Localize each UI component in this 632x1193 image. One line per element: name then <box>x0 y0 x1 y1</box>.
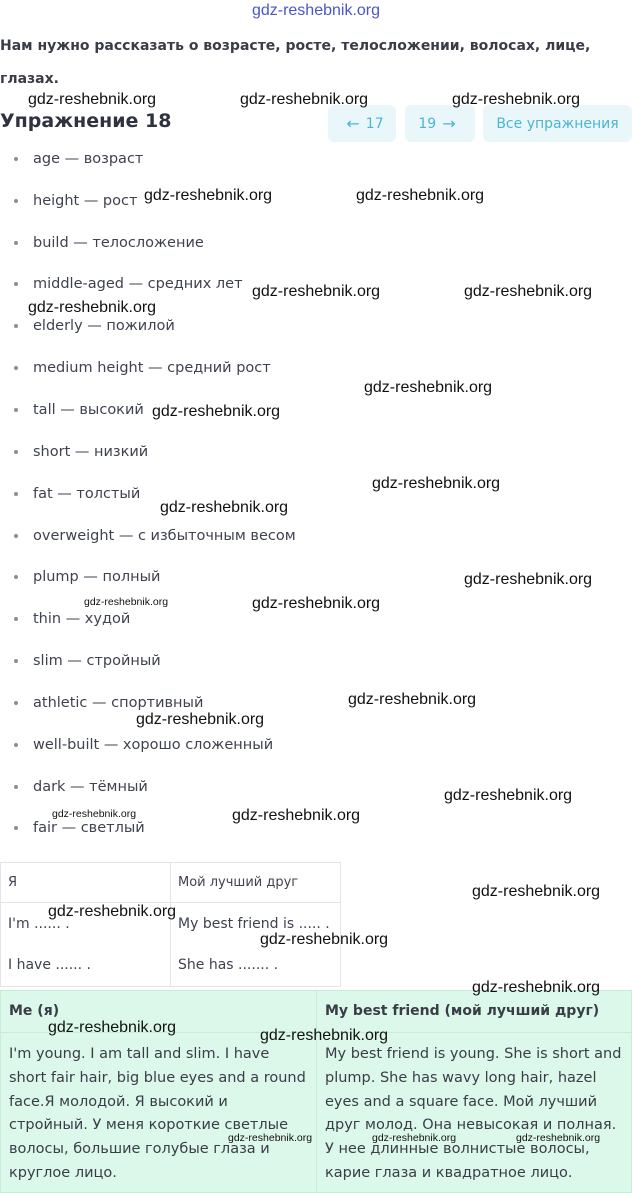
table-header-cell: My best friend (мой лучший друг) <box>317 991 632 1033</box>
watermark: gdz-reshebnik.org <box>464 283 593 300</box>
bullet-icon <box>14 324 18 328</box>
site-header-link[interactable]: gdz-reshebnik.org <box>251 2 381 19</box>
watermark: gdz-reshebnik.org <box>240 91 369 108</box>
bullet-icon <box>14 199 18 203</box>
bullet-icon <box>14 743 18 747</box>
list-item: dark — тёмный <box>14 766 296 808</box>
exercise-title: Упражнение 18 <box>0 110 172 132</box>
watermark: gdz-reshebnik.org <box>348 691 477 708</box>
watermark: gdz-reshebnik.org <box>252 283 381 300</box>
vocabulary-list <box>14 138 296 849</box>
next-exercise-label: 19 <box>418 115 437 132</box>
next-exercise-button[interactable] <box>405 105 475 142</box>
prev-exercise-label: 17 <box>365 115 384 132</box>
bullet-icon <box>14 617 18 621</box>
all-exercises-button[interactable] <box>483 105 632 142</box>
bullet-icon <box>14 282 18 286</box>
watermark: gdz-reshebnik.org <box>232 807 361 824</box>
list-item: tall — высокий <box>14 389 296 431</box>
table-header-cell: Мой лучший друг <box>171 863 341 903</box>
watermark: gdz-reshebnik.org <box>228 1132 313 1144</box>
intro-text: Нам нужно рассказать о возрасте, росте, телосложении, волосах, лице, глазах. <box>0 38 591 87</box>
list-item: elderly — пожилой <box>14 305 296 347</box>
watermark: gdz-reshebnik.org <box>372 1132 457 1144</box>
bullet-icon <box>14 785 18 789</box>
watermark: gdz-reshebnik.org <box>48 1019 177 1036</box>
table-header-cell: Me (я) <box>1 991 317 1033</box>
bullet-icon <box>14 366 18 370</box>
watermark: gdz-reshebnik.org <box>260 1027 389 1044</box>
table-header-row <box>1 863 341 903</box>
bullet-icon <box>14 659 18 663</box>
bullet-icon <box>14 575 18 579</box>
watermark: gdz-reshebnik.org <box>516 1132 601 1144</box>
table-cell: I'm ...... . <box>1 903 171 945</box>
watermark: gdz-reshebnik.org <box>144 187 273 204</box>
list-item: build — телосложение <box>14 222 296 264</box>
list-item: thin — худой <box>14 598 296 640</box>
bullet-icon <box>14 450 18 454</box>
prev-exercise-button[interactable] <box>328 105 396 142</box>
watermark: gdz-reshebnik.org <box>28 299 157 316</box>
watermark: gdz-reshebnik.org <box>444 787 573 804</box>
table-cell: She has ....... . <box>171 945 341 987</box>
list-item: overweight — с избыточным весом <box>14 515 296 557</box>
watermark: gdz-reshebnik.org <box>160 499 289 516</box>
watermark: gdz-reshebnik.org <box>472 979 601 996</box>
list-item: short — низкий <box>14 431 296 473</box>
list-item: plump — полный <box>14 556 296 598</box>
table-row <box>1 945 341 987</box>
template-table <box>0 862 341 987</box>
list-item: medium height — средний рост <box>14 347 296 389</box>
watermark: gdz-reshebnik.org <box>452 91 581 108</box>
bullet-icon <box>14 157 18 161</box>
watermark: gdz-reshebnik.org <box>136 711 265 728</box>
bullet-icon <box>14 701 18 705</box>
table-cell: My best friend is ..... . <box>171 903 341 945</box>
table-row <box>1 1033 632 1193</box>
list-item: fat — толстый <box>14 473 296 515</box>
list-item: slim — стройный <box>14 640 296 682</box>
bullet-icon <box>14 408 18 412</box>
list-item: athletic — спортивный <box>14 682 296 724</box>
watermark: gdz-reshebnik.org <box>464 571 593 588</box>
arrow-left-icon: ← <box>346 114 360 133</box>
table-header-cell: Я <box>1 863 171 903</box>
watermark: gdz-reshebnik.org <box>84 596 169 608</box>
list-item: well-built — хорошо сложенный <box>14 724 296 766</box>
list-item: middle-aged — средних лет <box>14 264 296 306</box>
watermark: gdz-reshebnik.org <box>356 187 485 204</box>
bullet-icon <box>14 241 18 245</box>
bullet-icon <box>14 492 18 496</box>
list-item: height — рост <box>14 180 296 222</box>
all-exercises-label: Все упражнения <box>496 115 619 132</box>
bullet-icon <box>14 826 18 830</box>
bullet-icon <box>14 534 18 538</box>
watermark: gdz-reshebnik.org <box>364 379 493 396</box>
list-item: fair — светлый <box>14 808 296 850</box>
watermark: gdz-reshebnik.org <box>372 475 501 492</box>
watermark: gdz-reshebnik.org <box>52 808 137 820</box>
watermark: gdz-reshebnik.org <box>252 595 381 612</box>
list-item: age — возраст <box>14 138 296 180</box>
arrow-right-icon: → <box>442 114 456 133</box>
watermark: gdz-reshebnik.org <box>28 91 157 108</box>
watermark: gdz-reshebnik.org <box>48 903 177 920</box>
watermark: gdz-reshebnik.org <box>260 931 389 948</box>
watermark: gdz-reshebnik.org <box>152 403 281 420</box>
watermark: gdz-reshebnik.org <box>472 883 601 900</box>
table-cell: My best friend is young. She is short and plump. She has wavy long hair, hazel eyes and a square face. Мой лучший друг молод. Она невысокая и полная. У нее длинные волнистые волосы, карие глаза и квадратное лицо. <box>317 1033 632 1193</box>
table-cell: I have ...... . <box>1 945 171 987</box>
table-cell: I'm young. I am tall and slim. I have short fair hair, big blue eyes and a round face.Я молодой. Я высокий и стройный. У меня короткие светлые волосы, большие голубые глаза и круглое лицо. <box>1 1033 317 1193</box>
